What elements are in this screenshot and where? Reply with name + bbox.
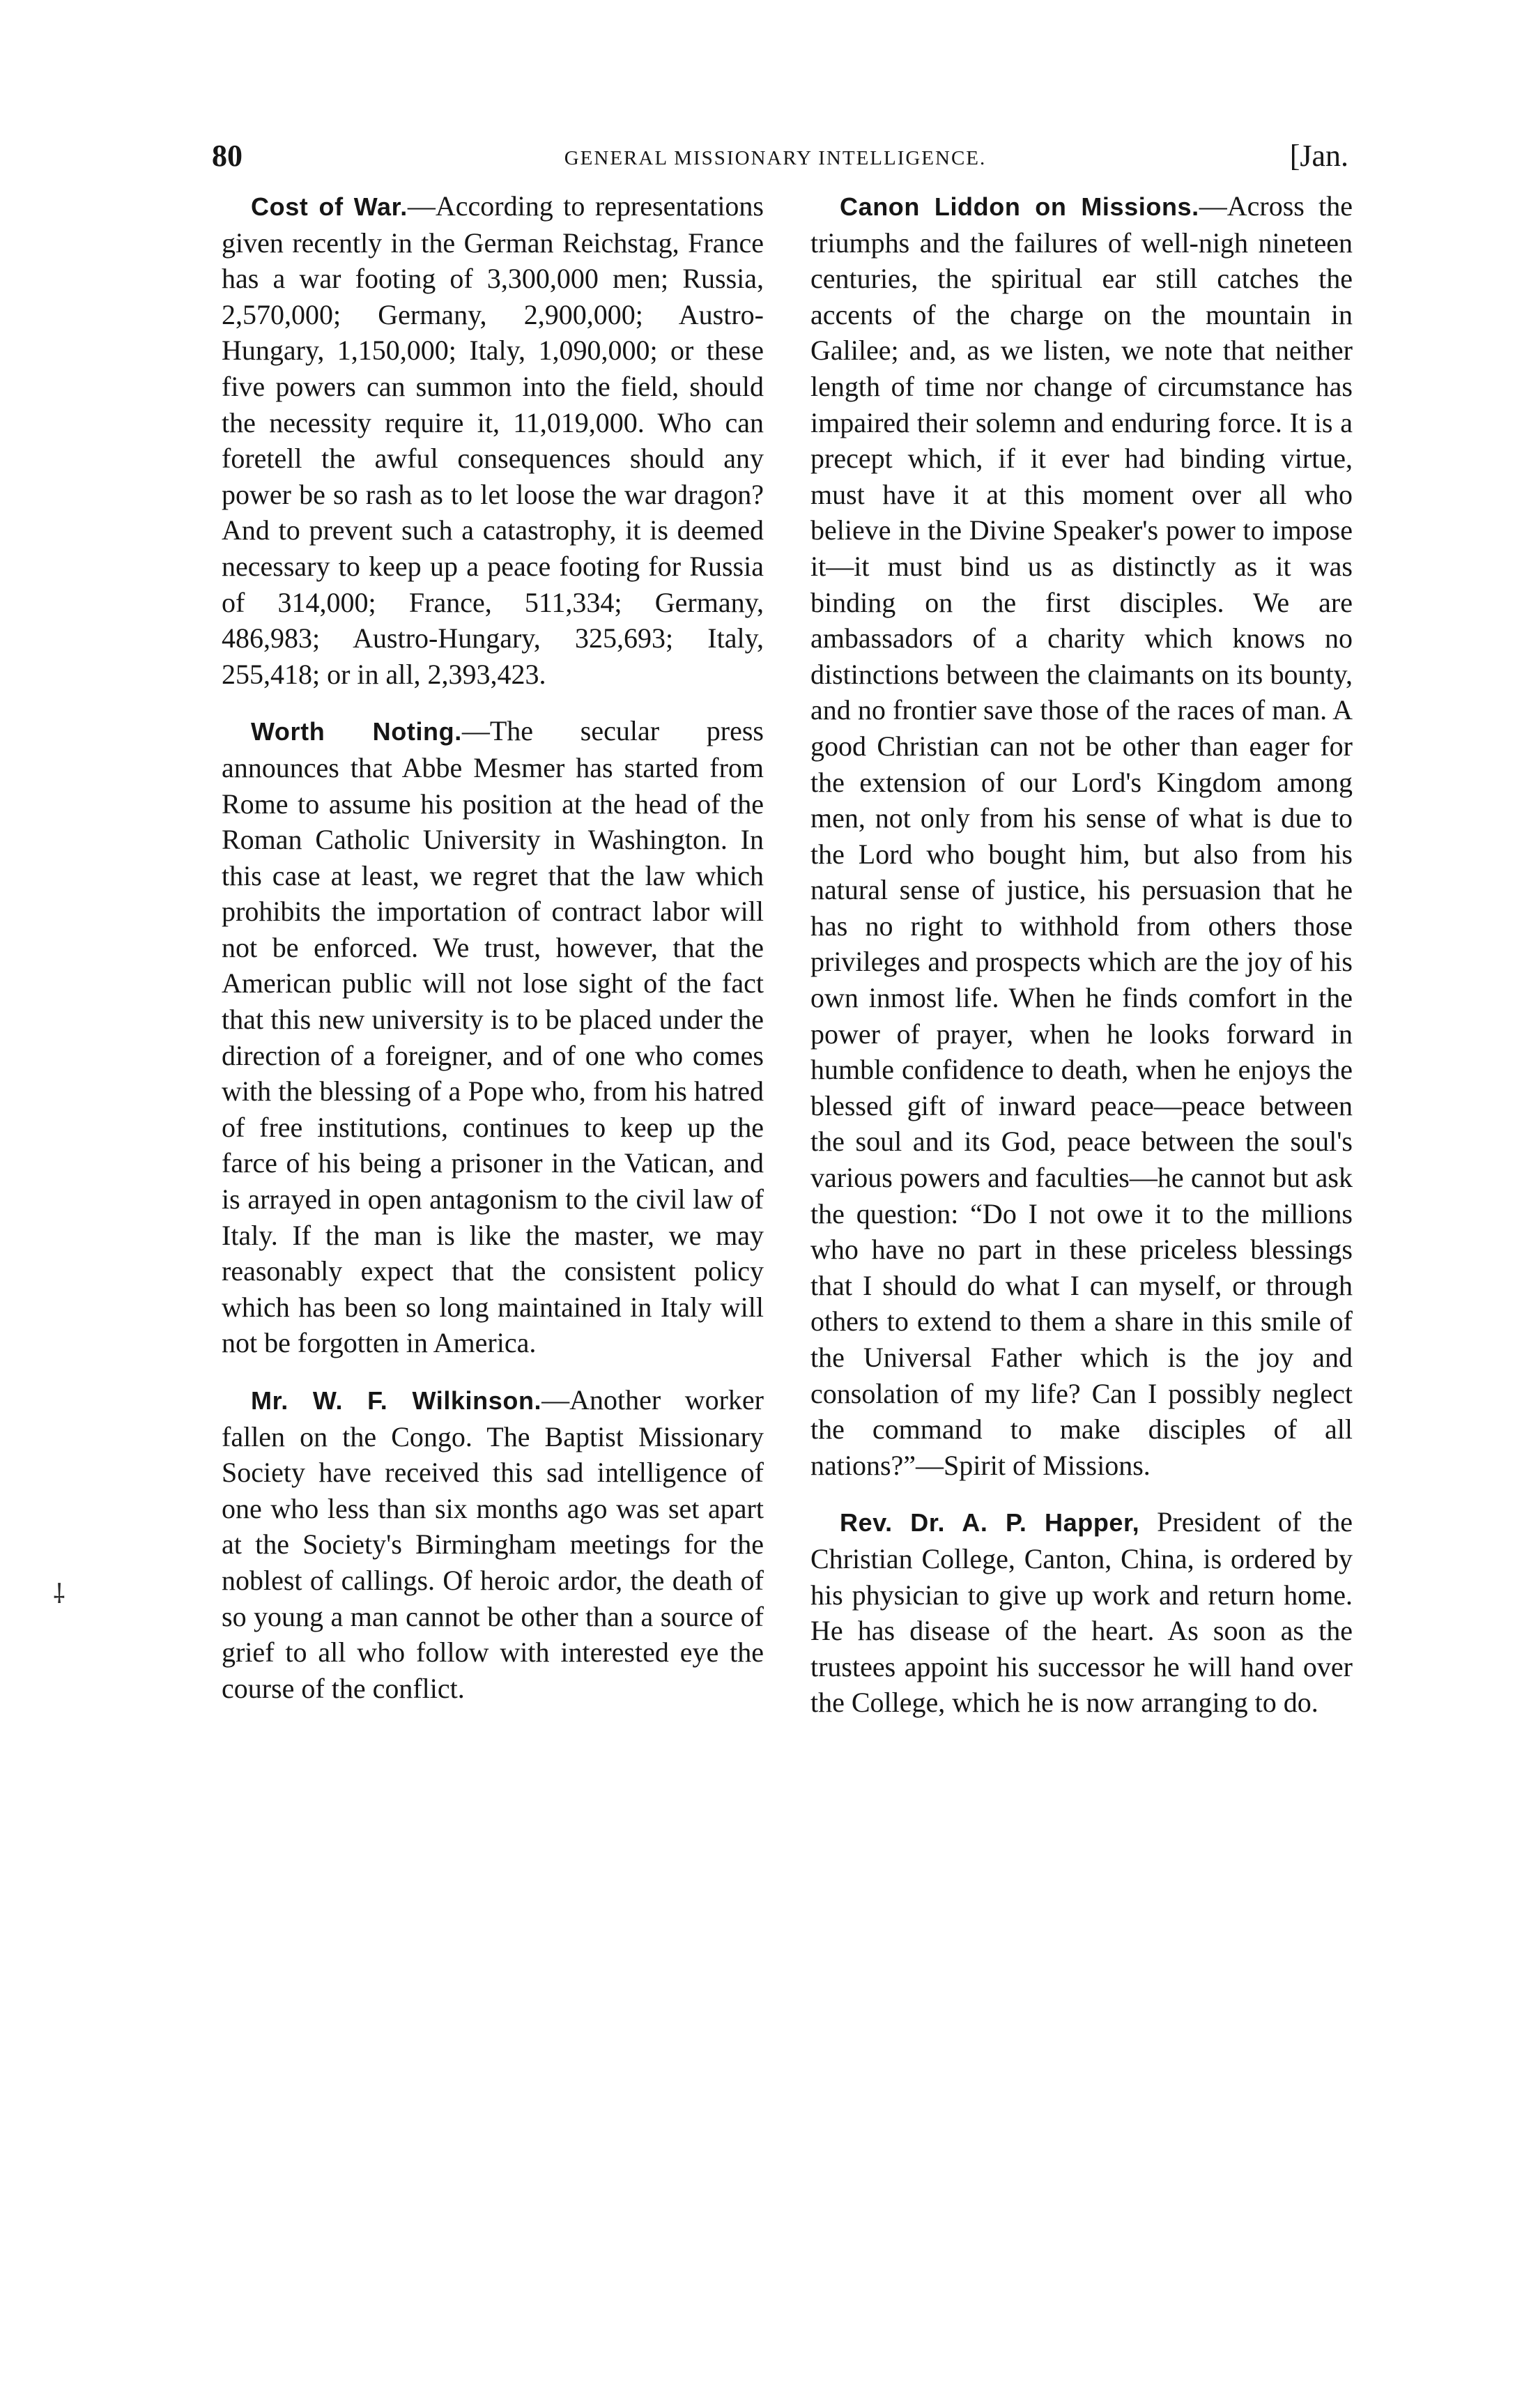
article-heading: Canon Liddon on Missions. [840, 192, 1199, 221]
article-body: President of the Christian College, Canton, China, is ordered by his physician to give up work and return home. He has disease of the heart. As soon as the trustees appoint his successor he will hand over the College, which he is now arranging to do. [810, 1506, 1353, 1719]
article-heading: Cost of War. [251, 192, 408, 221]
article-cost-of-war [222, 188, 764, 692]
margin-mark: ⸸ [53, 1579, 66, 1609]
running-header [202, 137, 1348, 178]
left-column [222, 188, 764, 1706]
article-body: —Across the triumphs and the failures of well-nigh nineteen centuries, the spiritual ear still catches the accents of the charge on the mountain in Galilee; and, as we listen, we note that neither length of time nor change of circumstance has impaired their solemn and enduring force. It is a precept which, if it ever had binding virtue, must have it at this moment over all who believe in the Divine Speaker's power to impose it—it must bind us as distinctly as it was binding on the first disciples. We are ambassadors of a charity which knows no distinctions between the claimants on its bounty, and no frontier save those of the races of man. A good Christian can not be other than eager for the extension of our Lord's Kingdom among men, not only from his sense of what is due to the Lord who bought him, but also from his natural sense of justice, his persuasion that he has no right to withhold from others those privileges and prospects which are the joy of his own inmost life. When he finds comfort in the power of prayer, when he looks forward in humble confidence to death, when he enjoys the blessed gift of inward peace—peace between the soul and its God, peace between the soul's various powers and faculties—he cannot but ask the question: “Do I not owe it to the millions who have no part in these priceless blessings that I should do what I can myself, or through others to extend to them a share in this smile of the Universal Father which is the joy and consolation of my life? Can I possibly neglect the command to make disciples of all nations?”—Spirit of Missions. [810, 190, 1353, 1481]
article-body: —According to representations given recently in the German Reichstag, France has a war footing of 3,300,000 men; Russia, 2,570,000; Germany, 2,900,000; Austro-Hungary, 1,150,000; Italy, 1,090,000; or these five powers can summon into the field, should the necessity require it, 11,019,000. Who can foretell the awful consequences should any power be so rash as to let loose the war dragon? And to prevent such a catastrophy, it is deemed necessary to keep up a peace footing for Russia of 314,000; France, 511,334; Germany, 486,983; Austro-Hungary, 325,693; Italy, 255,418; or in all, 2,393,423. [222, 190, 764, 690]
article-worth-noting [222, 713, 764, 1361]
article-heading: Worth Noting. [251, 717, 462, 746]
article-body: —Another worker fallen on the Congo. The Baptist Missionary Society have received this sad intelligence of one who less than six months ago was set apart at the Society's Birmingham meetings for the noblest of callings. Of heroic ardor, the death of so young a man cannot be other than a source of grief to all who follow with interested eye the course of the conflict. [222, 1384, 764, 1704]
article-wilkinson [222, 1382, 764, 1706]
article-heading: Rev. Dr. A. P. Happer, [840, 1508, 1140, 1537]
article-heading: Mr. W. F. Wilkinson. [251, 1386, 542, 1415]
page-number: 80 [212, 139, 243, 173]
issue-month: [Jan. [1289, 139, 1348, 173]
article-happer [810, 1504, 1353, 1721]
running-title: GENERAL MISSIONARY INTELLIGENCE. [564, 147, 987, 169]
right-column [810, 188, 1353, 1721]
article-body: —The secular press announces that Abbe Mesmer has started from Rome to assume his position at the head of the Roman Catholic University in Washington. In this case at least, we regret that the law which prohibits the importation of contract labor will not be enforced. We trust, however, that the American public will not lose sight of the fact that this new university is to be placed under the direction of a foreigner, and of one who comes with the blessing of a Pope who, from his hatred of free institutions, continues to keep up the farce of his being a prisoner in the Vatican, and is arrayed in open antagonism to the civil law of Italy. If the man is like the master, we may reasonably expect that the consistent policy which has been so long maintained in Italy will not be forgotten in America. [222, 715, 764, 1359]
article-canon-liddon [810, 188, 1353, 1483]
